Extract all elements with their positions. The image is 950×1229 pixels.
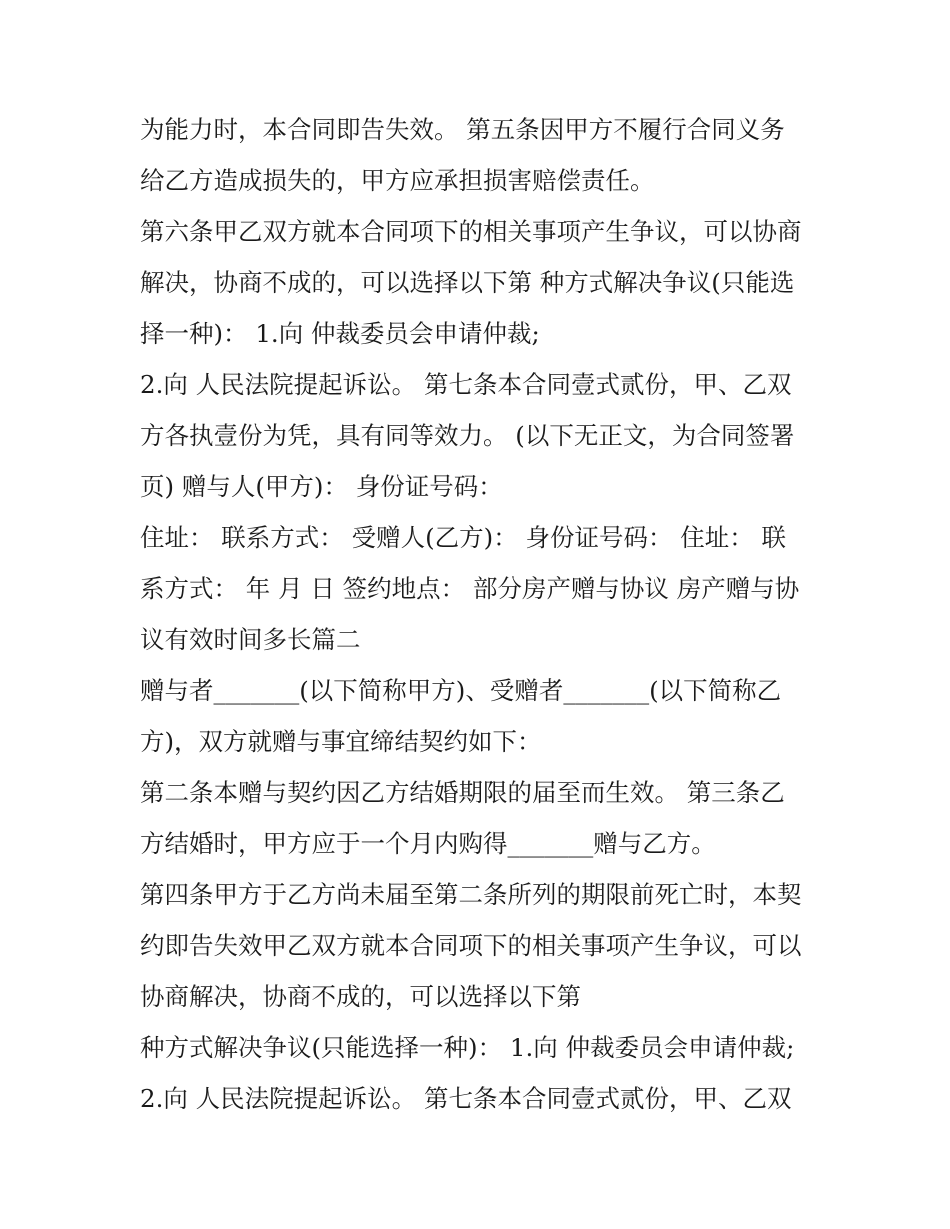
text-line: 2.向 人民法院提起诉讼。 第七条本合同壹式贰份，甲、乙双 (140, 370, 792, 399)
document-body (140, 104, 830, 1124)
text-line: 第四条甲方于乙方尚未届至第二条所列的期限前死亡时，本契 (140, 880, 802, 909)
text-line: 2.向 人民法院提起诉讼。 第七条本合同壹式贰份，甲、乙双 (140, 1084, 792, 1113)
text-line: 方各执壹份为凭，具有同等效力。 (以下无正文，为合同签署 (140, 421, 795, 450)
text-line: 为能力时，本合同即告失效。 第五条因甲方不履行合同义务 (140, 115, 785, 144)
text-line: 议有效时间多长篇二 (140, 625, 361, 654)
text-line: 方结婚时，甲方应于一个月内购得_______赠与乙方。 (140, 829, 716, 858)
text-line: 方)，双方就赠与事宜缔结契约如下： (140, 727, 542, 756)
text-line: 择一种)： 1.向 仲裁委员会申请仲裁; (140, 319, 540, 348)
text-line: 给乙方造成损失的，甲方应承担损害赔偿责任。 (140, 166, 655, 195)
text-line: 赠与者_______(以下简称甲方)、受赠者_______(以下简称乙 (140, 676, 782, 705)
text-line: 种方式解决争议(只能选择一种)： 1.向 仲裁委员会申请仲裁; (140, 1033, 795, 1062)
text-line: 第二条本赠与契约因乙方结婚期限的届至而生效。 第三条乙 (140, 778, 785, 807)
text-line: 约即告失效甲乙双方就本合同项下的相关事项产生争议，可以 (140, 931, 802, 960)
text-line: 住址： 联系方式： 受赠人(乙方)： 身份证号码： 住址： 联 (140, 523, 787, 552)
text-line: 解决，协商不成的，可以选择以下第 种方式解决争议(只能选 (140, 268, 795, 297)
text-line: 第六条甲乙双方就本合同项下的相关事项产生争议，可以协商 (140, 217, 802, 246)
text-line: 协商解决，协商不成的，可以选择以下第 (140, 982, 581, 1011)
text-line: 页) 赠与人(甲方)： 身份证号码： (140, 472, 503, 501)
text-line: 系方式： 年 月 日 签约地点： 部分房产赠与协议 房产赠与协 (140, 574, 800, 603)
